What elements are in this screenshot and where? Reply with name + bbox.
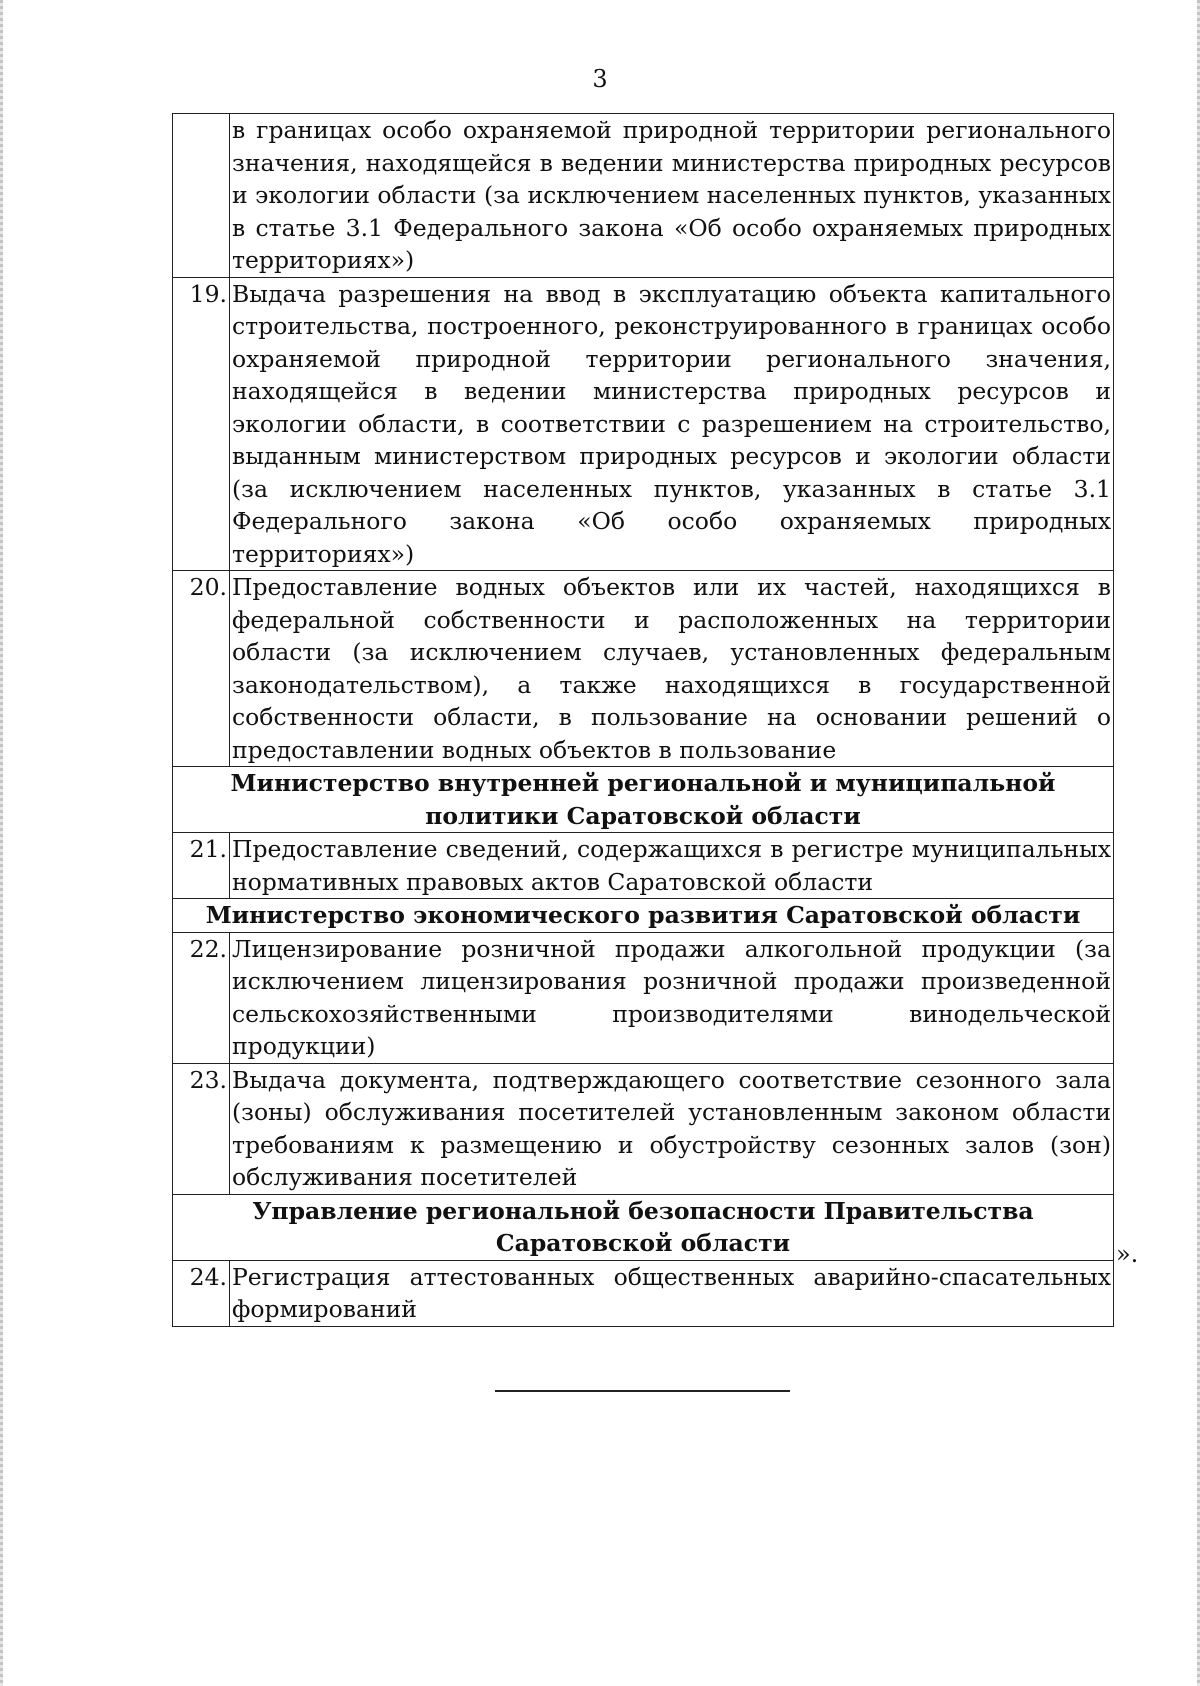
section-heading: Управление региональной безопасности Правительства Саратовской области — [173, 1194, 1114, 1260]
row-text: Предоставление водных объектов или их частей, находящихся в федеральной собственности и расположенных на территории области (за исключением случаев, установленных федеральным законодательством), а также находящихся в государственной собственности области, в пользование на основании решений о предоставлении водных объектов в пользование — [230, 571, 1114, 767]
row-number: 20. — [173, 571, 230, 767]
row-number: 21. — [173, 833, 230, 899]
row-text: Выдача разрешения на ввод в эксплуатацию объекта капитального строительства, построенного, реконструированного в границах особо охраняемой природной территории регионального значения, находящейся в ведении министерства природных ресурсов и экологии области, в соответствии с разрешением на строительство, выданным министерством природных ресурсов и экологии области (за исключением населенных пунктов, указанных в статье 3.1 Федерального закона «Об особо охраняемых природных территориях») — [230, 277, 1114, 571]
table-row — [173, 277, 1114, 571]
table-row — [173, 114, 1114, 278]
row-text: в границах особо охраняемой природной территории регионального значения, находящейся в ведении министерства природных ресурсов и экологии области (за исключением населенных пунктов, указанных в статье 3.1 Федерального закона «Об особо охраняемых природных территориях») — [230, 114, 1114, 278]
table-row — [173, 932, 1114, 1063]
section-row — [173, 767, 1114, 833]
section-heading: Министерство экономического развития Саратовской области — [173, 899, 1114, 933]
section-heading: Министерство внутренней региональной и муниципальной политики Саратовской области — [173, 767, 1114, 833]
scan-edge-left — [0, 0, 3, 1686]
section-row — [173, 1194, 1114, 1260]
table-row — [173, 1063, 1114, 1194]
table-row — [173, 833, 1114, 899]
section-row — [173, 899, 1114, 933]
table-row — [173, 1260, 1114, 1326]
page-number: 3 — [592, 65, 608, 93]
row-text: Предоставление сведений, содержащихся в регистре муниципальных нормативных правовых актов Саратовской области — [230, 833, 1114, 899]
row-number — [173, 114, 230, 278]
row-text: Лицензирование розничной продажи алкогольной продукции (за исключением лицензирования розничной продажи произведенной сельскохозяйственными производителями винодельческой продукции) — [230, 932, 1114, 1063]
services-table — [172, 113, 1114, 1327]
footer-rule — [495, 1390, 790, 1392]
row-text: Регистрация аттестованных общественных аварийно-спасательных формирований — [230, 1260, 1114, 1326]
row-text: Выдача документа, подтверждающего соответствие сезонного зала (зоны) обслуживания посетителей установленным законом области требованиям к размещению и обустройству сезонных залов (зон) обслуживания посетителей — [230, 1063, 1114, 1194]
closing-quote: ». — [1116, 1240, 1139, 1268]
row-number: 22. — [173, 932, 230, 1063]
row-number: 23. — [173, 1063, 230, 1194]
row-number: 24. — [173, 1260, 230, 1326]
table-row — [173, 571, 1114, 767]
row-number: 19. — [173, 277, 230, 571]
